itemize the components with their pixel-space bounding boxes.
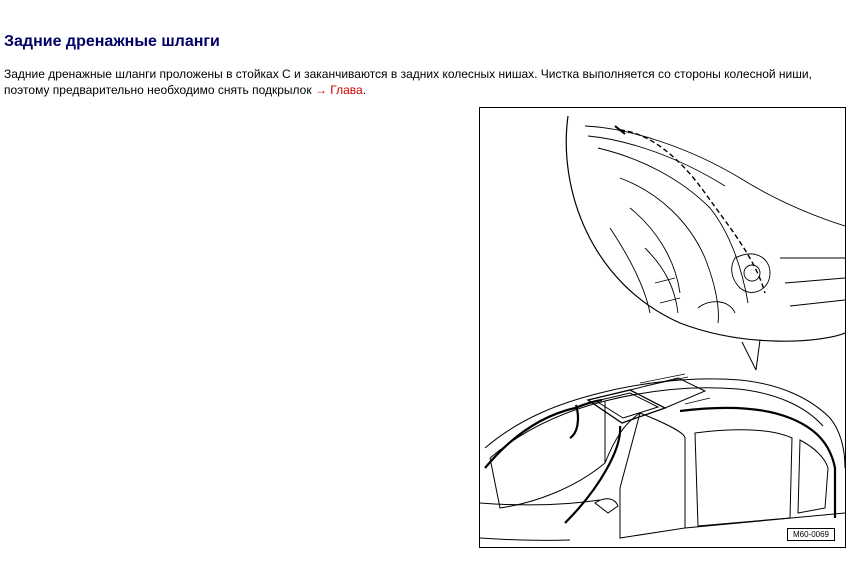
car-roof-drain-drawing [480,108,845,547]
description-period: . [362,83,367,97]
detail-pointer [742,340,760,370]
detail-magnifier-circle [566,116,845,341]
chapter-link[interactable]: → Глава [314,83,363,97]
detail-pillar-structure [585,126,845,323]
page-title: Задние дренажные шланги [4,33,220,50]
car-body [480,378,845,540]
detail-drain-hose [620,130,765,293]
drain-hose-illustration [479,107,846,548]
figure-id-label: M60-0069 [787,528,835,541]
description-text: Задние дренажные шланги проложены в стойках С и заканчиваются в задних колесных нишах. Чистка выполняется со стороны колесной ниши, поэтому предварительно необходимо снять подкрылок [4,67,812,97]
description-paragraph [4,66,854,98]
